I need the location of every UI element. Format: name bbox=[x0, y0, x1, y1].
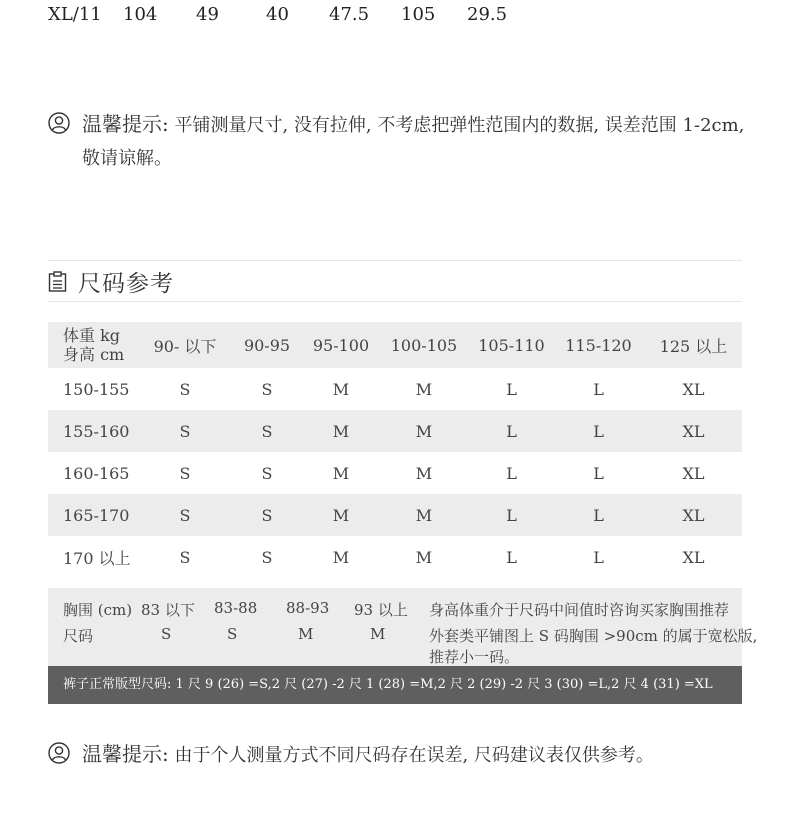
weight-header: 95-100 bbox=[305, 322, 377, 368]
weight-header: 90- 以下 bbox=[141, 322, 229, 368]
bust-size: M bbox=[298, 625, 314, 643]
size-cell: XL bbox=[645, 410, 742, 452]
size-cell: XL bbox=[682, 547, 705, 567]
size-cell: XL bbox=[682, 379, 705, 399]
size-cell: S bbox=[229, 410, 305, 452]
height-label: 身高 cm bbox=[63, 345, 125, 364]
size-cell: L bbox=[471, 410, 552, 452]
table-row bbox=[48, 410, 742, 452]
size-cell: L bbox=[552, 494, 645, 536]
size-cell: S bbox=[261, 547, 273, 567]
reference-tip bbox=[48, 741, 748, 775]
user-icon bbox=[48, 742, 70, 764]
header-corner bbox=[48, 322, 141, 368]
size-cell: M bbox=[377, 410, 471, 452]
weight-header: 105-110 bbox=[471, 322, 552, 368]
bust-size: M bbox=[370, 625, 386, 643]
size-cell: L bbox=[471, 494, 552, 536]
height-cell: 150-155 bbox=[63, 379, 130, 399]
weight-header: 115-120 bbox=[552, 322, 645, 368]
tip-line2: 敬请谅解。 bbox=[82, 148, 172, 169]
size-cell: XL bbox=[645, 494, 742, 536]
bust-size: S bbox=[161, 625, 172, 643]
size-cell: L bbox=[593, 463, 604, 483]
measurement-tip bbox=[48, 111, 748, 181]
size-cell: S bbox=[261, 463, 273, 483]
measure-cell: 40 bbox=[266, 4, 289, 25]
size-cell: L bbox=[593, 379, 604, 399]
table-header-row bbox=[48, 322, 742, 368]
size-cell: M bbox=[415, 463, 433, 483]
size-cell: S bbox=[141, 494, 229, 536]
table-row bbox=[48, 368, 742, 410]
size-cell: L bbox=[552, 410, 645, 452]
table-row bbox=[48, 494, 742, 536]
height-cell: 155-160 bbox=[48, 410, 141, 452]
measure-cell: 29.5 bbox=[467, 4, 508, 25]
pants-size-note: 裤子正常版型尺码: 1 尺 9 (26) =S,2 尺 (27) -2 尺 1 (28) =M,2 尺 2 (29) -2 尺 3 (30) =L,2 尺 4 (31) =XL bbox=[63, 677, 713, 692]
bust-note: 推荐小一码。 bbox=[429, 648, 520, 666]
section-header bbox=[48, 260, 742, 302]
size-cell: S bbox=[261, 379, 273, 399]
bust-size-panel bbox=[48, 588, 758, 666]
bust-label: 胸围 (cm) bbox=[63, 601, 133, 619]
bust-range: 83 以下 bbox=[141, 601, 195, 619]
size-cell: S bbox=[179, 379, 191, 399]
bust-range: 88-93 bbox=[286, 599, 330, 617]
height-cell: 170 以上 bbox=[63, 548, 131, 568]
size-cell: S bbox=[179, 463, 191, 483]
section-title: 尺码参考 bbox=[78, 271, 174, 297]
size-cell: M bbox=[332, 379, 350, 399]
tip-lead: 温馨提示: bbox=[82, 112, 169, 136]
measure-cell: 105 bbox=[401, 4, 436, 25]
size-cell: L bbox=[506, 463, 517, 483]
size-cell: M bbox=[415, 379, 433, 399]
tip-lead: 温馨提示: bbox=[82, 742, 169, 766]
weight-label: 体重 kg bbox=[63, 326, 121, 345]
table-row bbox=[48, 536, 742, 578]
weight-header: 90-95 bbox=[229, 322, 305, 368]
measure-cell: 49 bbox=[196, 4, 219, 25]
size-cell: XL bbox=[682, 463, 705, 483]
measure-cell: 47.5 bbox=[329, 4, 370, 25]
weight-header: 125 以上 bbox=[645, 322, 742, 368]
height-cell: 160-165 bbox=[63, 463, 130, 483]
tip-text bbox=[82, 108, 752, 175]
measure-cell: 104 bbox=[123, 4, 158, 25]
clipboard-icon bbox=[48, 271, 68, 293]
size-cell: M bbox=[305, 494, 377, 536]
size-cell: M bbox=[377, 494, 471, 536]
bust-range: 93 以上 bbox=[354, 601, 408, 619]
size-cell: S bbox=[179, 547, 191, 567]
size-label: 尺码 bbox=[63, 627, 94, 645]
table-row bbox=[48, 452, 742, 494]
bust-size: S bbox=[227, 625, 238, 643]
height-cell: 165-170 bbox=[48, 494, 141, 536]
size-cell: M bbox=[332, 463, 350, 483]
size-cell: M bbox=[305, 410, 377, 452]
user-icon bbox=[48, 112, 70, 134]
bust-range: 83-88 bbox=[214, 599, 258, 617]
size-cell: M bbox=[332, 547, 350, 567]
size-cell: M bbox=[415, 547, 433, 567]
tip-text bbox=[82, 738, 742, 772]
size-cell: L bbox=[506, 379, 517, 399]
size-cell: L bbox=[593, 547, 604, 567]
size-cell: L bbox=[506, 547, 517, 567]
size-cell: S bbox=[141, 410, 229, 452]
bust-note: 外套类平铺图上 S 码胸围 >90cm 的属于宽松版, bbox=[429, 627, 758, 645]
size-chart-table bbox=[48, 322, 742, 578]
tip-body: 由于个人测量方式不同尺码存在误差, 尺码建议表仅供参考。 bbox=[174, 745, 654, 766]
size-cell: S bbox=[229, 494, 305, 536]
tip-line1: 平铺测量尺寸, 没有拉伸, 不考虑把弹性范围内的数据, 误差范围 1-2cm, bbox=[174, 115, 745, 136]
measurement-row-xl bbox=[48, 4, 548, 30]
bust-note: 身高体重介于尺码中间值时咨询买家胸围推荐 bbox=[429, 601, 730, 619]
weight-header: 100-105 bbox=[377, 322, 471, 368]
pants-size-bar bbox=[48, 666, 742, 704]
size-cell: XL/11 bbox=[48, 4, 102, 25]
